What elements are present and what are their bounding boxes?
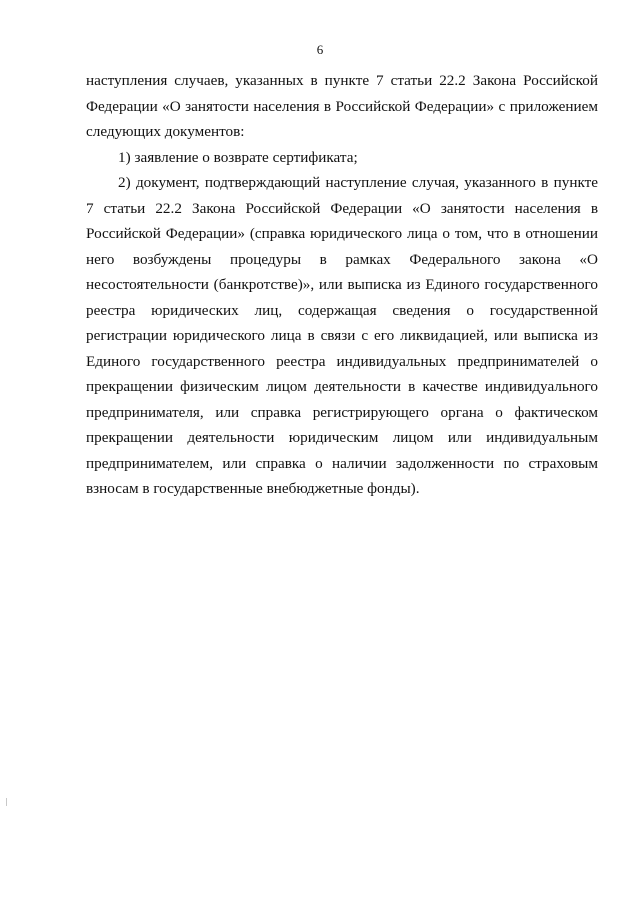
paragraph-item-2: 2) документ, подтверждающий наступление случая, указанного в пункте 7 статьи 22.2 Закона Российской Федерации «О занятости населения в Российской Федерации» (справка юридического лица о том, что в отношении него возбуждены процедуры в рамках Федерального закона «О несостоятельности (банкротстве)», или выписка из Единого государственного реестра юридических лиц, содержащая сведения о государственной регистрации юридического лица в связи с его ликвидацией, или выписка из Единого государственного реестра индивидуальных предпринимателей о прекращении физическим лицом деятельности в качестве индивидуального предпринимателя, или справка регистрирующего органа о фактическом прекращении деятельности юридическим лицом или индивидуальным предпринимателем, или справка о наличии задолженности по страховым взносам в государственные внебюджетные фонды). [86,174,598,497]
scan-artifact [6,798,7,806]
page-number: 6 [316,42,324,57]
document-body [86,68,598,502]
paragraph-continuation: наступления случаев, указанных в пункте 7 статьи 22.2 Закона Российской Федерации «О занятости населения в Российской Федерации» с приложением следующих документов: [86,72,598,140]
paragraph-item-1: 1) заявление о возврате сертификата; [118,148,358,166]
